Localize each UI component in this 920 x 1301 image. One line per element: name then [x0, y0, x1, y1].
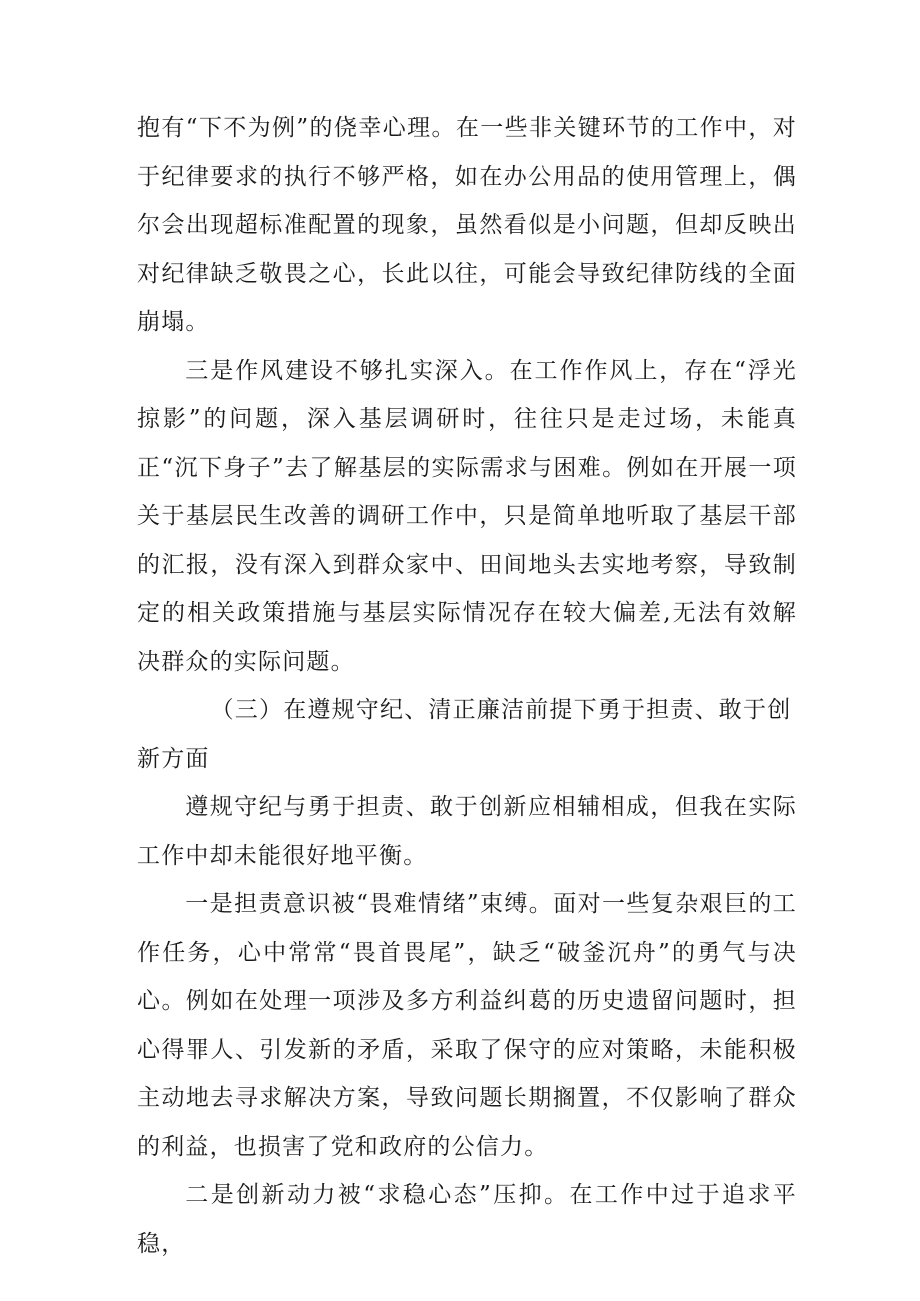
paragraph-continuation: 抱有“下不为例”的侥幸心理。在一些非关键环节的工作中，对于纪律要求的执行不够严格，如在办公用品的使用管理上，偶尔会出现超标准配置的现象，虽然看似是小问题，但却反映出对纪律缺乏敬畏之心，长此以往，可能会导致纪律防线的全面崩塌。	[137, 115, 797, 335]
paragraph-work-style: 三是作风建设不够扎实深入。在工作作风上，存在“浮光掠影”的问题，深入基层调研时，往往只是走过场，未能真正“沉下身子”去了解基层的实际需求与困难。例如在开展一项关于基层民生改善的调研工作中，只是简单地听取了基层干部的汇报，没有深入到群众家中、田间地头去实地考察，导致制定的相关政策措施与基层实际情况存在较大偏差,无法有效解决群众的实际问题。	[137, 357, 797, 675]
paragraph-responsibility: 一是担责意识被“畏难情绪”束缚。面对一些复杂艰巨的工作任务，心中常常“畏首畏尾”，缺乏“破釜沉舟”的勇气与决心。例如在处理一项涉及多方利益纠葛的历史遗留问题时，担心得罪人、引发新的矛盾，采取了保守的应对策略，未能积极主动地去寻求解决方案，导致问题长期搁置，不仅影响了群众的利益，也损害了党和政府的公信力。	[137, 891, 797, 1160]
section-heading: （三）在遵规守纪、清正廉洁前提下勇于担责、敢于创新方面	[137, 697, 792, 772]
document-body	[137, 104, 797, 1268]
paragraph-innovation: 二是创新动力被“求稳心态”压抑。在工作中过于追求平稳，	[137, 1182, 797, 1257]
paragraph-intro: 遵规守纪与勇于担责、敢于创新应相辅相成，但我在实际工作中却未能很好地平衡。	[137, 794, 797, 869]
